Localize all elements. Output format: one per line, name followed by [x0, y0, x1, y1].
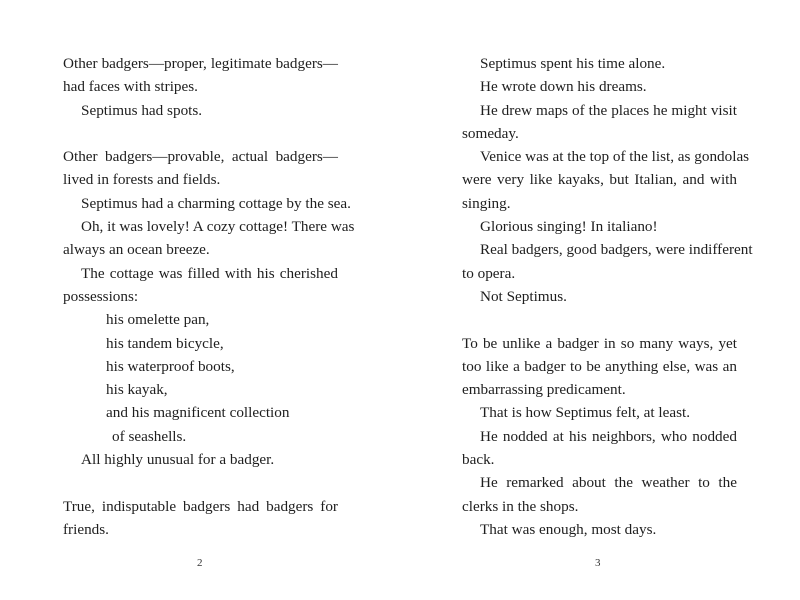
- text-line: Other badgers—provable, actual badgers—: [63, 148, 338, 166]
- text-line: He wrote down his dreams.: [480, 78, 647, 96]
- text-line: his omelette pan,: [106, 311, 210, 329]
- text-line: lived in forests and fields.: [63, 171, 221, 189]
- text-line: were very like kayaks, but Italian, and with: [462, 171, 737, 189]
- text-line: That is how Septimus felt, at least.: [480, 404, 691, 422]
- text-line: He drew maps of the places he might visit: [480, 101, 737, 119]
- text-line: Not Septimus.: [480, 287, 567, 305]
- left-page-text: [63, 52, 355, 541]
- text-line: his waterproof boots,: [106, 357, 235, 375]
- text-line: embarrassing predicament.: [462, 381, 626, 399]
- text-line: Septimus spent his time alone.: [480, 55, 666, 72]
- text-line: Glorious singing! In italiano!: [480, 218, 658, 236]
- text-line: clerks in the shops.: [462, 497, 579, 515]
- stanza-break: [63, 471, 338, 494]
- text-line: too like a badger to be anything else, was an: [462, 357, 737, 375]
- text-line: Septimus had a charming cottage by the sea.: [81, 194, 351, 212]
- text-line: Oh, it was lovely! A cozy cottage! There was: [81, 218, 355, 236]
- text-line: All highly unusual for a badger.: [81, 451, 275, 469]
- stanza-break: [63, 122, 338, 145]
- text-line: of seashells.: [112, 427, 187, 445]
- text-line: The cottage was filled with his cherished: [81, 264, 338, 282]
- text-line: to opera.: [462, 264, 516, 282]
- text-line: He nodded at his neighbors, who nodded: [480, 427, 737, 445]
- text-line: Real badgers, good badgers, were indifferent: [480, 241, 753, 259]
- text-line: and his magnificent collection: [106, 404, 290, 422]
- text-line: someday.: [462, 124, 519, 142]
- text-line: Other badgers—proper, legitimate badgers—: [63, 55, 338, 72]
- text-line: He remarked about the weather to the: [480, 474, 737, 492]
- stanza-break: [462, 308, 737, 331]
- text-line: singing.: [462, 194, 511, 212]
- right-page-text: [462, 52, 753, 541]
- text-line: To be unlike a badger in so many ways, yet: [462, 334, 737, 352]
- text-line: friends.: [63, 520, 109, 538]
- left-page-number: 2: [197, 557, 203, 569]
- text-line: had faces with stripes.: [63, 78, 198, 96]
- text-line: always an ocean breeze.: [63, 241, 210, 259]
- text-line: Venice was at the top of the list, as gondolas: [480, 148, 750, 166]
- text-line: his tandem bicycle,: [106, 334, 224, 352]
- text-line: his kayak,: [106, 381, 168, 399]
- right-page-number: 3: [595, 557, 601, 569]
- text-line: back.: [462, 451, 495, 469]
- text-line: That was enough, most days.: [480, 520, 657, 538]
- text-line: possessions:: [63, 287, 139, 305]
- text-line: True, indisputable badgers had badgers for: [63, 497, 338, 515]
- text-line: Septimus had spots.: [81, 101, 203, 119]
